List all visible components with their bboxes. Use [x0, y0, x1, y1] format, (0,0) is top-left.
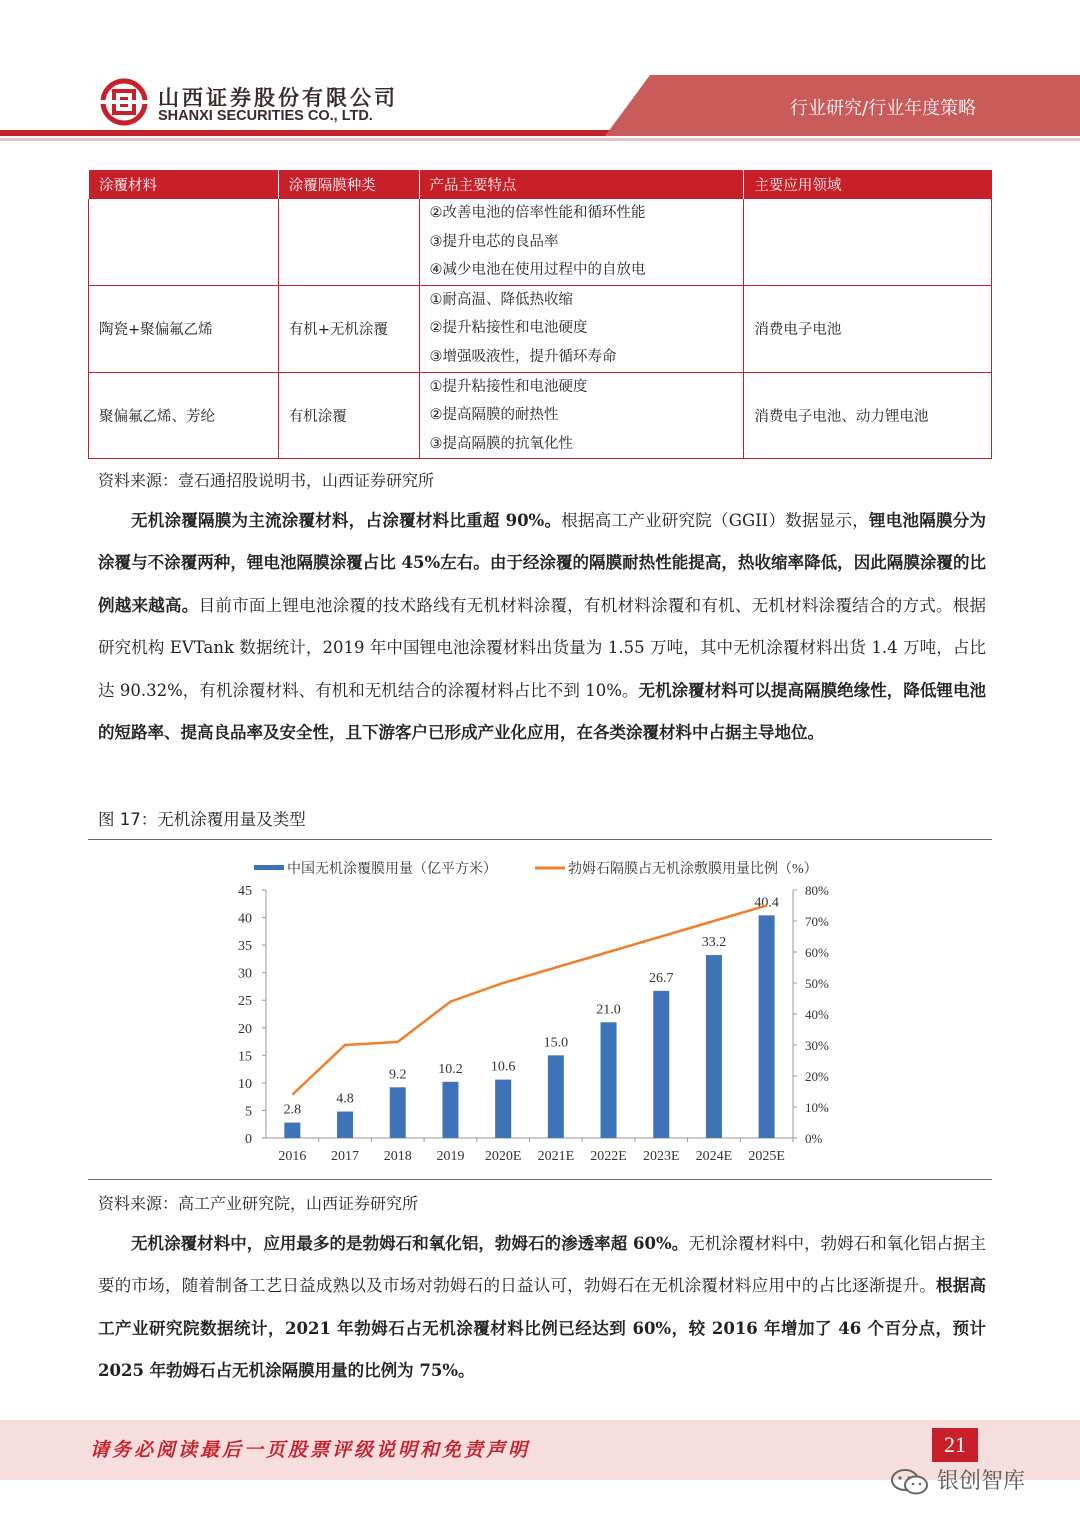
figure-top-rule [88, 839, 992, 840]
figure-title: 图 17：无机涂覆用量及类型 [98, 810, 306, 829]
feature-line: ③增强吸液性，提升循环寿命 [429, 348, 617, 365]
para1-text-1: 根据高工产业研究院（GGII）数据显示， [561, 511, 869, 530]
left-axis-ticks [238, 884, 266, 1147]
watermark-text: 银创智库 [937, 1469, 1026, 1494]
bar-value-label: 10.2 [438, 1061, 463, 1077]
cell-features [419, 372, 744, 459]
bar-value-label: 26.7 [649, 970, 674, 986]
bar-value-label: 4.8 [336, 1091, 354, 1107]
bar-value-label: 40.4 [754, 895, 779, 911]
cell-features [419, 285, 744, 372]
bar [548, 1055, 564, 1138]
logo-emblem-icon [100, 78, 148, 126]
legend-bar-label: 中国无机涂覆膜用量（亿平方米） [287, 862, 497, 877]
page-header [0, 0, 1080, 150]
right-axis-tick-label: 40% [805, 1007, 829, 1022]
company-name-en: SHANXI SECURITIES CO., LTD. [158, 108, 373, 124]
para1-text-2: 目前市面上锂电池涂覆的技术路线有无机材料涂覆，有机材料涂覆和有机、无机材料涂覆结合的方式。根据研究机构 EVTank 数据统计，2019 年中国锂电池涂覆材料出货量为 1.55 万吨，其中无机涂覆材料出货 1.4 万吨，占比达 90.32%，有机涂覆材料、有机和无机结合的涂覆材料占比不到 10%。 [98, 595, 987, 700]
legend-line-label: 勃姆石隔膜占无机涂敷膜用量比例（%） [568, 862, 818, 877]
right-axis-tick-label: 30% [805, 1038, 829, 1053]
para1-bold-3: 无机涂覆材料可以提高隔膜绝缘性，降低锂电池的短路率、提高良品率及安全性，且下游客户已形成产业化应用，在各类涂覆材料中占据主导地位。 [98, 680, 987, 743]
left-axis-tick-label: 45 [238, 884, 252, 899]
figure-source: 资料来源：高工产业研究院，山西证券研究所 [98, 1194, 419, 1213]
feature-line: ③提高隔膜的抗氧化性 [429, 435, 574, 452]
x-axis-tick-label: 2021E [537, 1149, 575, 1164]
cell-type: 有机+无机涂覆 [278, 285, 419, 372]
right-axis-tick-label: 10% [805, 1100, 829, 1115]
bar [759, 915, 775, 1138]
disclaimer-note: 请务必阅读最后一页股票评级说明和免责声明 [90, 1439, 531, 1461]
col-header-type: 涂覆隔膜种类 [278, 170, 419, 199]
page-number: 21 [932, 1428, 978, 1462]
body-paragraph-2 [98, 1223, 986, 1393]
bar [706, 955, 722, 1138]
feature-line: ①提升粘接性和电池硬度 [429, 378, 588, 395]
header-band [0, 0, 1080, 150]
x-axis-tick-label: 2023E [642, 1149, 680, 1164]
x-axis-tick-label: 2020E [484, 1149, 522, 1164]
bar-value-label: 21.0 [596, 1002, 621, 1018]
legend-bar-swatch [254, 865, 284, 870]
left-axis-tick-label: 35 [238, 939, 252, 955]
feature-line: ①耐高温、降低热收缩 [429, 291, 574, 308]
left-axis-tick-label: 40 [238, 911, 252, 927]
table-row [89, 285, 992, 372]
para2-bold-1: 无机涂覆材料中，应用最多的是勃姆石和氧化铝，勃姆石的渗透率超 60%。 [131, 1234, 689, 1253]
cell-material [89, 199, 279, 286]
table-row [89, 199, 992, 286]
cell-material: 陶瓷+聚偏氟乙烯 [89, 285, 279, 372]
watermark [890, 1464, 1025, 1496]
x-axis-tick-label: 2022E [590, 1149, 627, 1164]
company-name-cn: 山西证券股份有限公司 [158, 86, 398, 110]
bar [601, 1022, 617, 1138]
bar-data-labels [284, 895, 779, 1117]
right-axis-ticks [793, 883, 829, 1146]
chart-legend [254, 860, 818, 877]
bar-value-label: 9.2 [389, 1067, 407, 1083]
feature-line: ②提升粘接性和电池硬度 [429, 320, 588, 337]
right-axis-tick-label: 0% [805, 1131, 823, 1146]
right-axis-tick-label: 70% [805, 914, 829, 929]
right-axis-tick-label: 80% [805, 883, 829, 898]
right-axis-tick-label: 50% [805, 976, 829, 991]
cell-features [419, 199, 744, 286]
bar [284, 1123, 300, 1138]
x-axis-tick-label: 2025E [748, 1149, 785, 1164]
right-axis-tick-label: 20% [805, 1069, 829, 1084]
col-header-material: 涂覆材料 [89, 170, 279, 199]
left-axis-tick-label: 0 [245, 1132, 252, 1147]
inorganic-coating-chart [230, 850, 850, 1175]
para2-text-1: 无机涂覆材料中，勃姆石和氧化铝占据主要的市场，随着制备工艺日益成熟以及市场对勃姆石的日益认可，勃姆石在无机涂覆材料应用中的占比逐渐提升。 [98, 1234, 986, 1296]
x-axis-tick-label: 2016 [278, 1149, 307, 1164]
feature-line: ③提升电芯的良品率 [429, 233, 559, 250]
cell-material: 聚偏氟乙烯、芳纶 [89, 372, 279, 459]
para1-bold-1: 无机涂覆隔膜为主流涂覆材料，占涂覆材料比重超 90%。 [131, 511, 562, 530]
body-paragraph-1 [98, 500, 986, 754]
bar-value-label: 10.6 [490, 1059, 516, 1075]
cell-application: 消费电子电池、动力锂电池 [744, 372, 992, 459]
table-header-row [89, 170, 992, 199]
x-axis-labels [278, 1138, 793, 1164]
cell-application: 消费电子电池 [744, 285, 992, 372]
wechat-icon [890, 1468, 930, 1496]
boehmite-share-line [292, 906, 766, 1095]
bar [442, 1082, 458, 1138]
feature-line: ②改善电池的倍率性能和循环性能 [429, 205, 646, 221]
left-axis-tick-label: 25 [238, 994, 252, 1010]
cell-type [278, 199, 419, 286]
bar [337, 1112, 353, 1138]
x-axis-tick-label: 2019 [436, 1149, 465, 1164]
left-axis-tick-label: 10 [238, 1076, 252, 1092]
table-row [89, 372, 992, 459]
x-axis-tick-label: 2018 [383, 1149, 412, 1164]
col-header-application: 主要应用领域 [744, 170, 992, 199]
para2-bold-2: 根据高工产业研究院数据统计，2021 年勃姆石占无机涂覆材料比例已经达到 60%，较 2016 年增加了 46 个百分点，预计 2025 年勃姆石占无机涂隔膜用量的比例为 75%。 [98, 1276, 987, 1381]
report-section-label: 行业研究/行业年度策略 [790, 98, 977, 119]
figure-bottom-rule [88, 1179, 992, 1180]
bar-value-label: 2.8 [283, 1102, 302, 1118]
coating-material-table [88, 170, 992, 459]
right-axis-tick-label: 60% [805, 945, 829, 960]
bar-value-label: 33.2 [701, 935, 727, 951]
bar [390, 1087, 406, 1138]
feature-line: ④减少电池在使用过程中的自放电 [429, 262, 646, 279]
cell-type: 有机涂覆 [278, 372, 419, 459]
left-axis-tick-label: 20 [238, 1021, 252, 1037]
bar [653, 991, 669, 1138]
x-axis-tick-label: 2024E [695, 1149, 733, 1164]
cell-application [744, 199, 992, 286]
col-header-features: 产品主要特点 [419, 170, 744, 199]
left-axis-tick-label: 15 [238, 1049, 252, 1065]
para1-bold-2: 锂电池隔膜分为涂覆与不涂覆两种，锂电池隔膜涂覆占比 45%左右。由于经涂覆的隔膜耐热性能提高，热收缩率降低，因此隔膜涂覆的比例越来越高。 [98, 511, 987, 615]
x-axis-tick-label: 2017 [331, 1149, 360, 1164]
table-source: 资料来源：壹石通招股说明书，山西证券研究所 [98, 471, 435, 490]
left-axis-tick-label: 30 [238, 966, 252, 982]
bar [495, 1080, 511, 1138]
feature-line: ②提高隔膜的耐热性 [429, 407, 559, 424]
bar-value-label: 15.0 [543, 1035, 569, 1051]
left-axis-tick-label: 5 [245, 1104, 252, 1120]
